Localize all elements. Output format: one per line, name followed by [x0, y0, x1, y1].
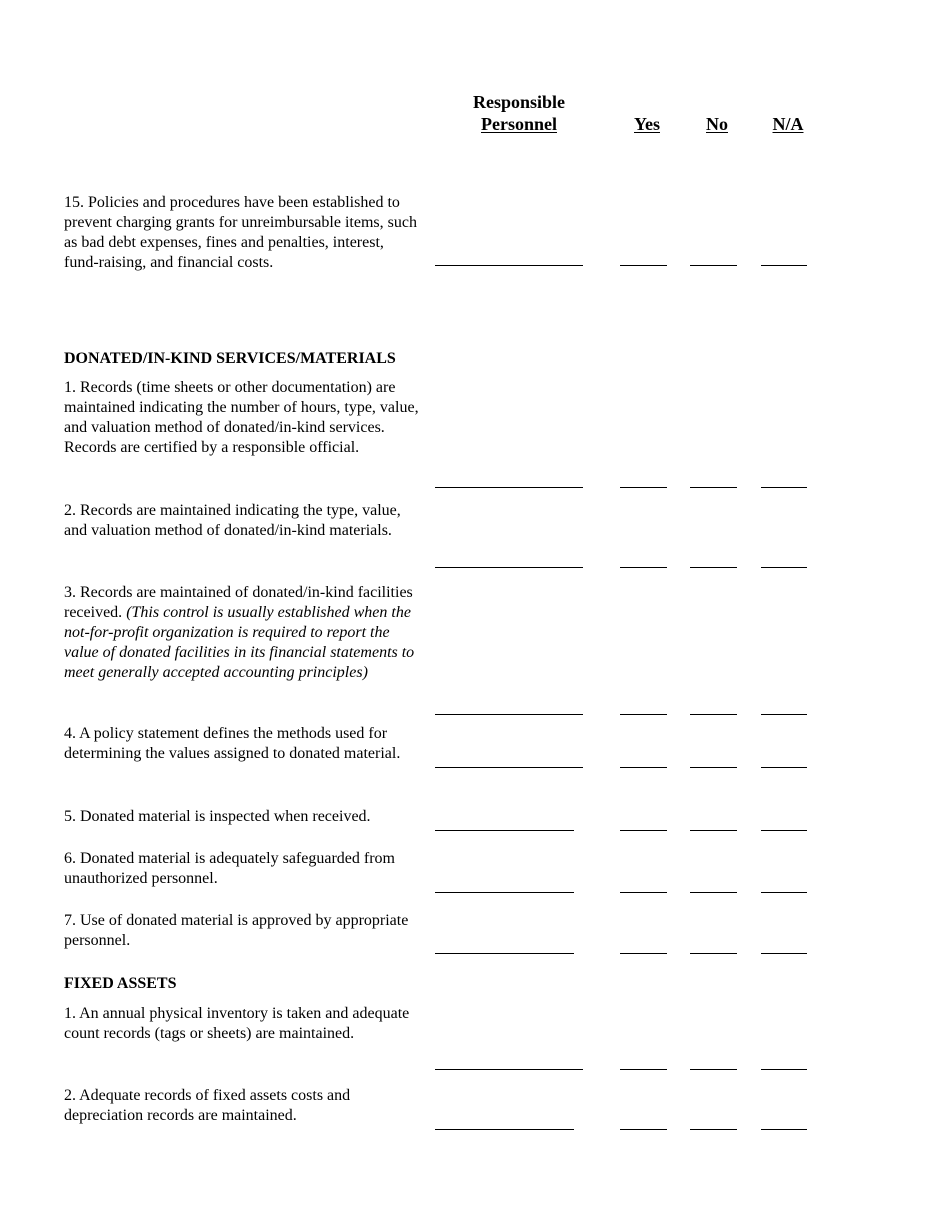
na-blank[interactable]	[761, 892, 807, 893]
fixed-assets-item-2: 2. Adequate records of fixed assets costs and depreciation records are maintained.	[64, 1087, 351, 1124]
donated-item-4: 4. A policy statement defines the methods used for determining the values assigned to donated material.	[64, 725, 401, 762]
donated-item-3-note: (This control is usually established when the not-for-profit organization is required to report the value of donated facilities in its financial statements to meet generally accepted accounting principles)	[64, 604, 415, 681]
fixed-assets-section-title: FIXED ASSETS	[64, 975, 177, 992]
na-blank[interactable]	[761, 1069, 807, 1070]
yes-blank[interactable]	[620, 1129, 667, 1130]
no-blank[interactable]	[690, 567, 737, 568]
donated-item-6: 6. Donated material is adequately safeguarded from unauthorized personnel.	[64, 850, 395, 887]
responsible-blank[interactable]	[435, 714, 583, 715]
yes-header: Yes	[634, 114, 660, 134]
responsible-blank[interactable]	[435, 953, 574, 954]
na-blank[interactable]	[761, 714, 807, 715]
yes-blank[interactable]	[620, 567, 667, 568]
yes-blank[interactable]	[620, 714, 667, 715]
na-blank[interactable]	[761, 953, 807, 954]
donated-item-2: 2. Records are maintained indicating the type, value, and valuation method of donated/in-kind materials.	[64, 502, 401, 539]
na-header: N/A	[772, 114, 804, 134]
responsible-blank[interactable]	[435, 1129, 574, 1130]
no-blank[interactable]	[690, 892, 737, 893]
donated-item-3	[64, 583, 420, 683]
na-blank[interactable]	[761, 830, 807, 831]
no-blank[interactable]	[690, 830, 737, 831]
donated-item-1: 1. Records (time sheets or other documentation) are maintained indicating the number of hours, type, value, and valuation method of donated/in-kind services. Records are certified by a responsible official.	[64, 379, 419, 456]
na-blank[interactable]	[761, 265, 807, 266]
responsible-blank[interactable]	[435, 892, 574, 893]
responsible-blank[interactable]	[435, 767, 583, 768]
na-blank[interactable]	[761, 487, 807, 488]
na-blank[interactable]	[761, 767, 807, 768]
no-blank[interactable]	[690, 953, 737, 954]
no-blank[interactable]	[690, 1069, 737, 1070]
responsible-header-line1: Responsible	[472, 92, 566, 112]
donated-item-5: 5. Donated material is inspected when received.	[64, 808, 371, 825]
responsible-blank[interactable]	[435, 567, 583, 568]
policy-item-15: 15. Policies and procedures have been established to prevent charging grants for unreimbursable items, such as bad debt expenses, fines and penalties, interest, fund-raising, and financial costs.	[64, 194, 417, 271]
na-blank[interactable]	[761, 567, 807, 568]
na-blank[interactable]	[761, 1129, 807, 1130]
yes-blank[interactable]	[620, 892, 667, 893]
yes-blank[interactable]	[620, 487, 667, 488]
yes-blank[interactable]	[620, 953, 667, 954]
no-blank[interactable]	[690, 1129, 737, 1130]
donated-section-title: DONATED/IN-KIND SERVICES/MATERIALS	[64, 350, 396, 367]
yes-blank[interactable]	[620, 767, 667, 768]
yes-blank[interactable]	[620, 265, 667, 266]
fixed-assets-item-1: 1. An annual physical inventory is taken and adequate count records (tags or sheets) are maintained.	[64, 1005, 410, 1042]
no-blank[interactable]	[690, 265, 737, 266]
responsible-blank[interactable]	[435, 1069, 583, 1070]
responsible-header-line2: Personnel	[481, 114, 557, 134]
donated-item-3-text: 3. Records are maintained of donated/in-kind facilities received.	[64, 584, 413, 621]
responsible-blank[interactable]	[435, 265, 583, 266]
no-blank[interactable]	[690, 714, 737, 715]
yes-blank[interactable]	[620, 830, 667, 831]
responsible-blank[interactable]	[435, 830, 574, 831]
responsible-personnel-header	[455, 91, 583, 135]
no-blank[interactable]	[690, 767, 737, 768]
responsible-blank[interactable]	[435, 487, 583, 488]
yes-blank[interactable]	[620, 1069, 667, 1070]
donated-item-7: 7. Use of donated material is approved by appropriate personnel.	[64, 912, 409, 949]
no-header: No	[706, 114, 728, 134]
no-blank[interactable]	[690, 487, 737, 488]
